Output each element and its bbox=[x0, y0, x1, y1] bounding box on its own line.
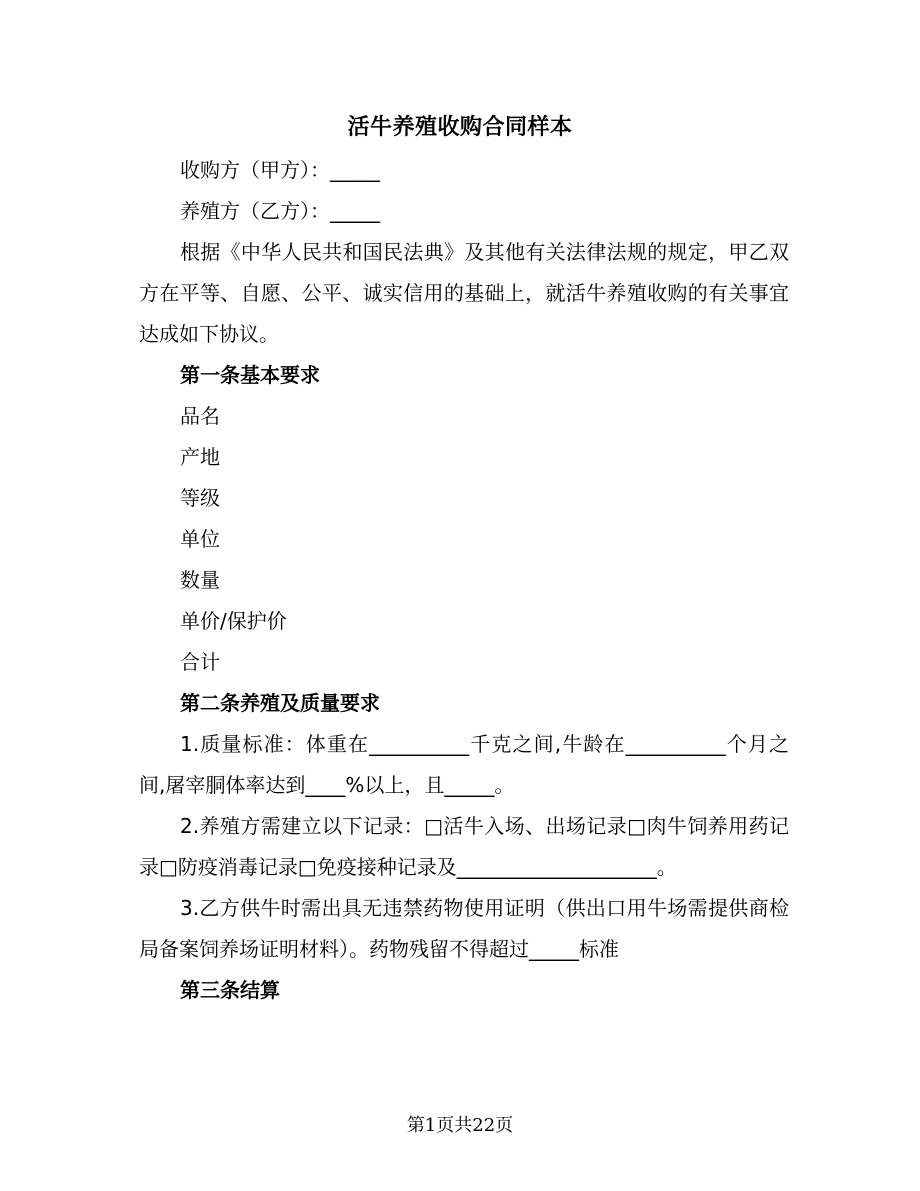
article1-item-quantity: 数量 bbox=[180, 568, 220, 592]
article3-heading: 第三条结算 bbox=[180, 978, 280, 1002]
article1-item-origin: 产地 bbox=[180, 445, 220, 469]
article2-heading: 第二条养殖及质量要求 bbox=[180, 691, 380, 715]
article2-drug-certificate: 3.乙方供牛时需出具无违禁药物使用证明（供出口用牛场需提供商检局备案饲养场证明材料）。药物残留不得超过_____标准 bbox=[139, 896, 789, 961]
article1-item-price: 单价/保护价 bbox=[180, 609, 287, 633]
preamble-paragraph: 根据《中华人民共和国民法典》及其他有关法律法规的规定，甲乙双方在平等、自愿、公平、诚实信用的基础上，就活牛养殖收购的有关事宜达成如下协议。 bbox=[139, 240, 789, 346]
article1-item-total: 合计 bbox=[180, 650, 220, 674]
article1-item-unit: 单位 bbox=[180, 527, 220, 551]
article2-quality-standard: 1.质量标准：体重在__________千克之间,牛龄在__________个月之间,屠宰胴体率达到____%以上，且_____。 bbox=[139, 732, 789, 797]
page-footer: 第1页共22页 bbox=[406, 1115, 514, 1136]
breeder-line: 养殖方（乙方）：_____ bbox=[180, 199, 380, 223]
article1-item-grade: 等级 bbox=[180, 486, 220, 510]
buyer-line: 收购方（甲方）：_____ bbox=[180, 158, 380, 182]
article1-item-name: 品名 bbox=[180, 404, 220, 428]
article2-records: 2.养殖方需建立以下记录：□活牛入场、出场记录□肉牛饲养用药记录□防疫消毒记录□免疫接种记录及____________________。 bbox=[139, 814, 789, 879]
document-title: 活牛养殖收购合同样本 bbox=[347, 115, 573, 140]
article1-heading: 第一条基本要求 bbox=[180, 363, 320, 387]
